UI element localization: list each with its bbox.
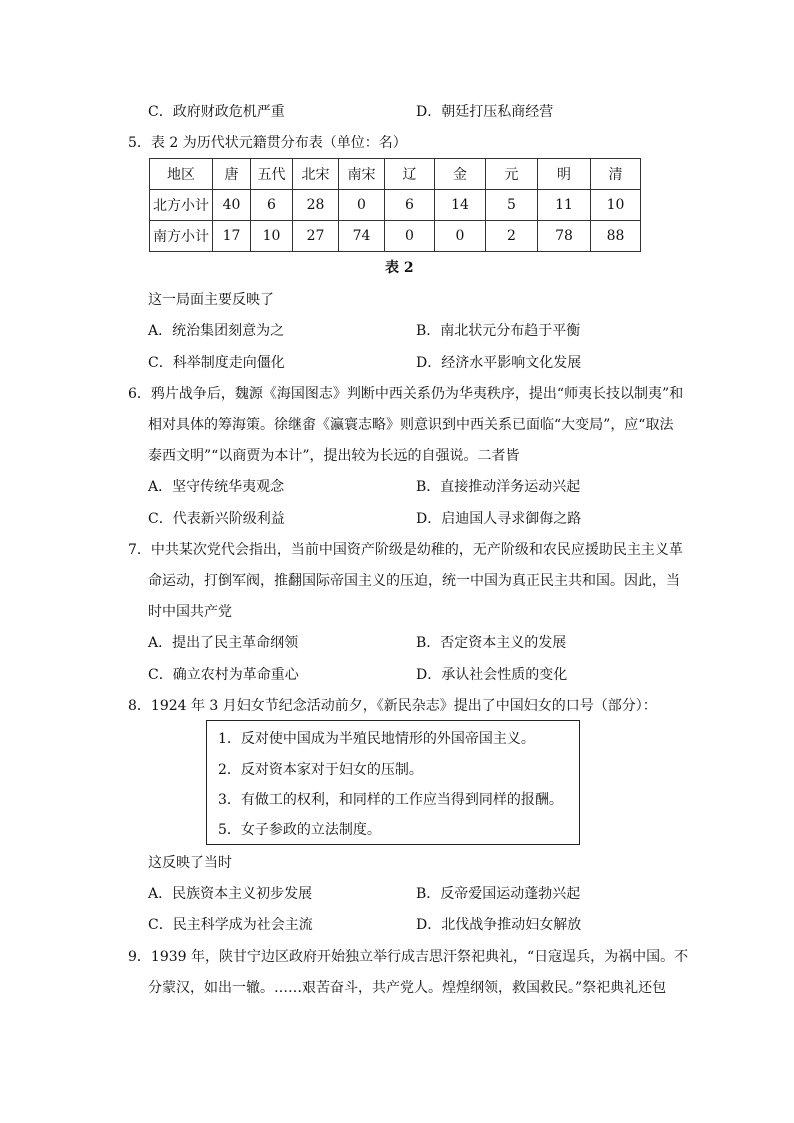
q8-option-d: D．北伐战争推动妇女解放 <box>416 917 582 933</box>
q7-option-c: C．确立农村为革命重心 <box>148 667 299 683</box>
slogan-item: 2．反对资本家对于妇女的压制。 <box>218 762 423 778</box>
table-header-cell: 北宋 <box>293 159 339 190</box>
table-cell: 74 <box>339 221 385 252</box>
table-cell: 10 <box>251 221 293 252</box>
table-header-cell: 元 <box>486 159 538 190</box>
table-header-cell: 明 <box>538 159 591 190</box>
table-cell: 10 <box>591 190 641 221</box>
q6-stem-line2: 相对具体的筹海策。徐继畬《瀛寰志略》则意识到中西关系已面临“大变局”，应“取法 <box>148 417 674 433</box>
table-header-row <box>150 159 641 190</box>
table-cell: 0 <box>339 190 385 221</box>
table-cell: 2 <box>486 221 538 252</box>
q7-option-d: D．承认社会性质的变化 <box>416 667 568 683</box>
table-cell: 28 <box>293 190 339 221</box>
table-cell: 17 <box>213 221 251 252</box>
table-row <box>150 221 641 252</box>
q6-option-b: B．直接推动洋务运动兴起 <box>416 479 581 495</box>
q5-option-d: D．经济水平影响文化发展 <box>416 355 582 371</box>
table-cell: 0 <box>385 221 435 252</box>
table-cell: 40 <box>213 190 251 221</box>
q4-option-c: C．政府财政危机严重 <box>148 104 285 120</box>
table-caption: 表 2 <box>385 260 414 276</box>
table-header-cell: 辽 <box>385 159 435 190</box>
table-cell: 6 <box>251 190 293 221</box>
q5-stem: 5．表 2 为历代状元籍贯分布表（单位：名） <box>128 135 407 151</box>
q8-option-b: B．反帝爱国运动蓬勃兴起 <box>416 886 581 902</box>
q5-option-b: B．南北状元分布趋于平衡 <box>416 323 581 339</box>
q7-option-b: B．否定资本主义的发展 <box>416 635 567 651</box>
table-cell: 14 <box>435 190 486 221</box>
table-header-cell: 清 <box>591 159 641 190</box>
slogan-item: 1．反对使中国成为半殖民地情形的外国帝国主义。 <box>218 731 535 747</box>
table-header-cell: 地区 <box>150 159 213 190</box>
table-cell: 5 <box>486 190 538 221</box>
table-cell: 88 <box>591 221 641 252</box>
q6-stem-line3: 泰西文明”“以商贾为本计”，提出较为长远的自强说。二者皆 <box>148 448 520 464</box>
table-cell: 11 <box>538 190 591 221</box>
table-header-cell: 南宋 <box>339 159 385 190</box>
table-header-cell: 五代 <box>251 159 293 190</box>
q8-option-c: C．民主科学成为社会主流 <box>148 917 313 933</box>
q7-stem-line1: 7．中共某次党代会指出，当前中国资产阶级是幼稚的，无产阶级和农民应援助民主主义革 <box>128 542 683 558</box>
q5-option-c: C．科举制度走向僵化 <box>148 355 285 371</box>
q6-option-d: D．启迪国人寻求御侮之路 <box>416 511 582 527</box>
q8-option-a: A．民族资本主义初步发展 <box>148 886 313 902</box>
table-row <box>150 190 641 221</box>
status-distribution-table <box>149 158 641 252</box>
table-header-cell: 唐 <box>213 159 251 190</box>
q6-stem-line1: 6．鸦片战争后，魏源《海国图志》判断中西关系仍为华夷秩序，提出“师夷长技以制夷”和 <box>128 386 684 402</box>
q7-stem-line2: 命运动，打倒军阀，推翻国际帝国主义的压迫，统一中国为真正民主共和国。因此，当 <box>148 573 680 589</box>
q7-stem-line3: 时中国共产党 <box>148 604 232 620</box>
q8-stem: 8．1924 年 3 月妇女节纪念活动前夕，《新民杂志》提出了中国妇女的口号（部分）： <box>128 698 657 714</box>
q6-option-a: A．坚守传统华夷观念 <box>148 479 285 495</box>
q5-lead: 这一局面主要反映了 <box>148 292 274 308</box>
table-cell: 6 <box>385 190 435 221</box>
slogan-item: 5．女子参政的立法制度。 <box>218 822 381 838</box>
q9-stem-line1: 9．1939 年，陕甘宁边区政府开始独立举行成吉思汗祭祀典礼，“日寇逞兵，为祸中国。不 <box>128 949 689 965</box>
slogan-item: 3．有做工的权利，和同样的工作应当得到同样的报酬。 <box>218 792 563 808</box>
table-header-cell: 金 <box>435 159 486 190</box>
q4-option-d: D．朝廷打压私商经营 <box>416 104 554 120</box>
table-cell: 78 <box>538 221 591 252</box>
q7-option-a: A．提出了民主革命纲领 <box>148 635 299 651</box>
table-cell: 南方小计 <box>150 221 213 252</box>
table-cell: 0 <box>435 221 486 252</box>
q6-option-c: C．代表新兴阶级利益 <box>148 511 285 527</box>
q5-option-a: A．统治集团刻意为之 <box>148 323 285 339</box>
q8-lead: 这反映了当时 <box>148 855 232 871</box>
table-cell: 北方小计 <box>150 190 213 221</box>
q9-stem-line2: 分蒙汉，如出一辙。……艰苦奋斗，共产党人。煌煌纲领，救国救民。”祭祀典礼还包 <box>148 980 667 996</box>
table-cell: 27 <box>293 221 339 252</box>
